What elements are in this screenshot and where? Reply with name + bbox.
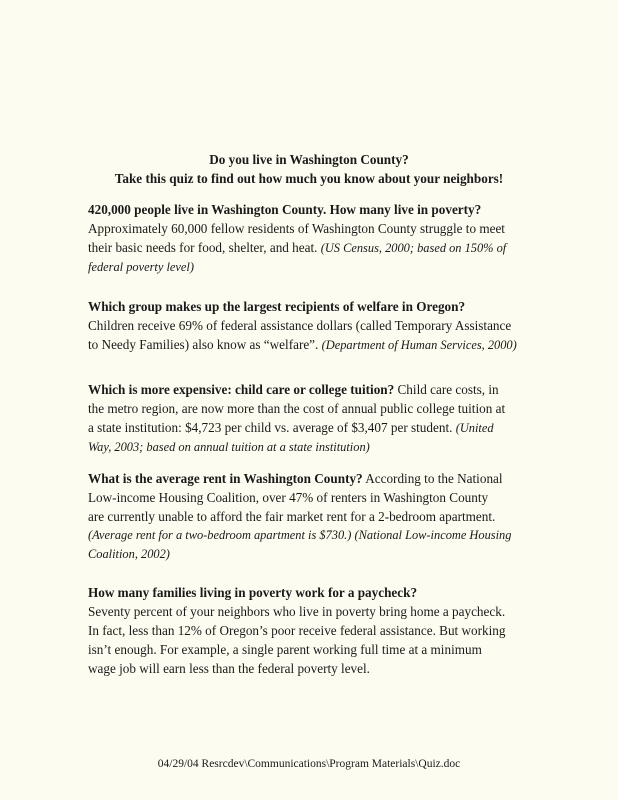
quiz-item-1 (88, 200, 548, 277)
citation-1: (US Census, 2000; based on 150% of (320, 241, 507, 255)
answer-2-line-1: Children receive 69% of federal assistance dollars (called Temporary Assistance (88, 318, 512, 333)
citation-3: (United (455, 421, 494, 435)
quiz-item-5 (88, 583, 548, 678)
question-2: Which group makes up the largest recipients of welfare in Oregon? (88, 299, 466, 314)
citation-3-cont: Way, 2003; based on annual tuition at a state institution) (88, 440, 370, 454)
title-line-2: Take this quiz to find out how much you know about your neighbors! (114, 171, 504, 186)
answer-5-line-1: Seventy percent of your neighbors who live in poverty bring home a paycheck. (88, 604, 506, 619)
answer-3-start: Child care costs, in (394, 382, 499, 397)
title-line-1: Do you live in Washington County? (209, 152, 409, 167)
answer-5-line-4: wage job will earn less than the federal poverty level. (88, 661, 370, 676)
answer-3-line-3 (88, 418, 548, 438)
answer-3-line-2: the metro region, are now more than the cost of annual public college tuition at (88, 401, 506, 416)
quiz-item-4 (88, 469, 548, 564)
answer-1-line-2 (88, 238, 548, 258)
answer-1-line-1: Approximately 60,000 fellow residents of Washington County struggle to meet (88, 221, 505, 236)
citation-4-cont: Coalition, 2002) (88, 547, 170, 561)
citation-1-cont: federal poverty level) (88, 260, 194, 274)
question-5: How many families living in poverty work for a paycheck? (88, 585, 418, 600)
quiz-item-3 (88, 380, 548, 457)
answer-1-text: their basic needs for food, shelter, and heat. (88, 240, 321, 255)
answer-2-line-2 (88, 335, 548, 355)
question-3-line (88, 380, 548, 399)
question-1: 420,000 people live in Washington County. How many live in poverty? (88, 202, 482, 217)
question-4: What is the average rent in Washington County? (88, 471, 363, 486)
page-title (0, 150, 618, 188)
question-4-line (88, 469, 548, 488)
answer-4-start: According to the National (362, 471, 503, 486)
footer-file-path: 04/29/04 Resrcdev\Communications\Program Materials\Quiz.doc (157, 758, 461, 770)
answer-5-line-2: In fact, less than 12% of Oregon’s poor receive federal assistance. But working (88, 623, 506, 638)
answer-4-line-2: Low-income Housing Coalition, over 47% of renters in Washington County (88, 490, 489, 505)
citation-4: (Average rent for a two-bedroom apartment is $730.) (National Low-income Housing (88, 528, 512, 542)
answer-2-text: to Needy Families) also know as “welfare”. (88, 337, 322, 352)
answer-3-text: a state institution: $4,723 per child vs. average of $3,407 per student. (88, 420, 456, 435)
question-3: Which is more expensive: child care or college tuition? (88, 382, 395, 397)
answer-5-line-3: isn’t enough. For example, a single parent working full time at a minimum (88, 642, 482, 657)
quiz-item-2 (88, 297, 548, 355)
answer-4-line-3: are currently unable to afford the fair market rent for a 2-bedroom apartment. (88, 509, 496, 524)
citation-2: (Department of Human Services, 2000) (321, 338, 517, 352)
